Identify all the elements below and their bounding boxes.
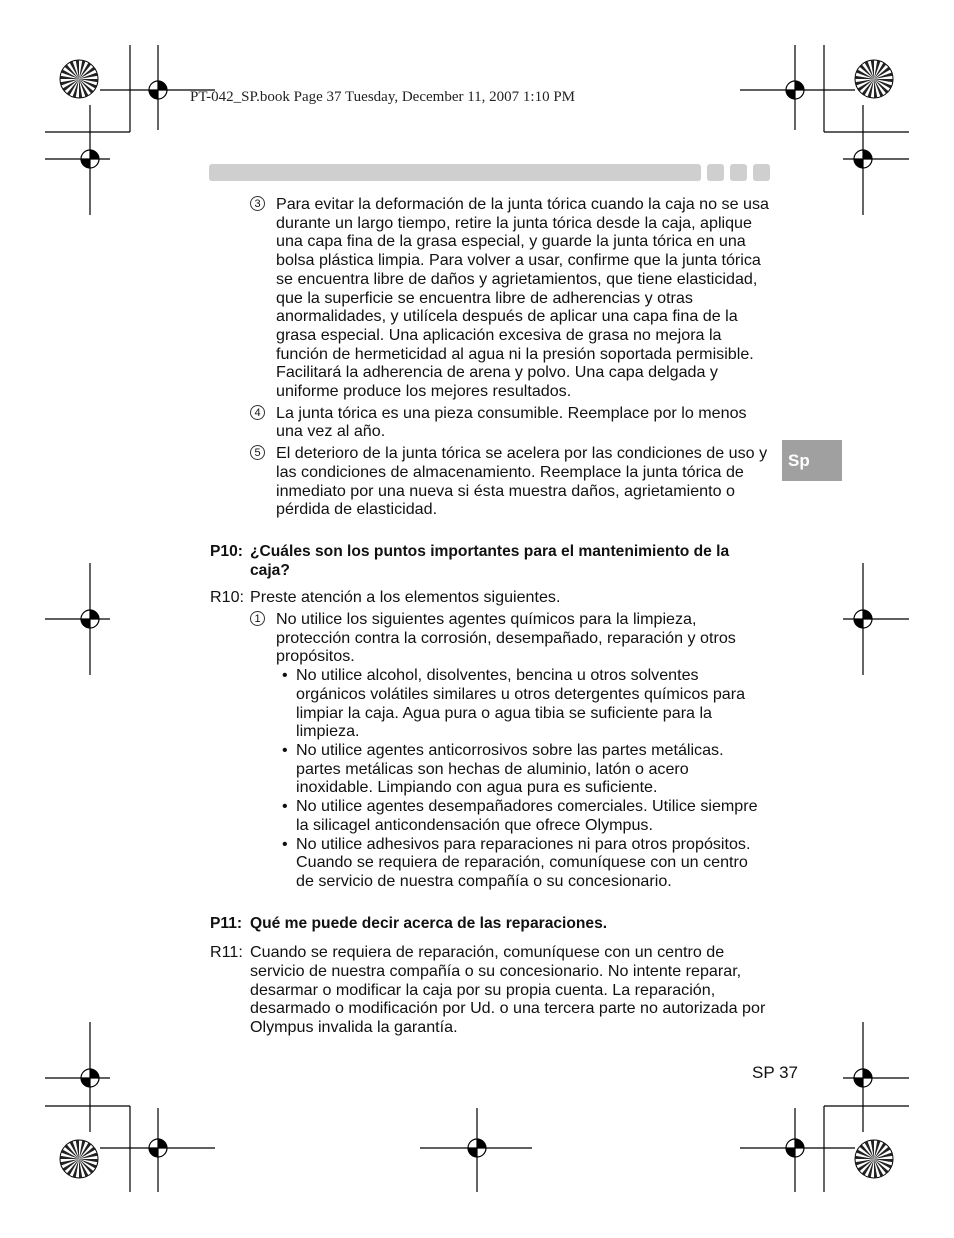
header-square	[753, 164, 770, 181]
bullet-dot: •	[282, 666, 288, 685]
answer-text: Preste atención a los elementos siguientes.	[250, 588, 561, 607]
language-tab: Sp	[782, 440, 842, 481]
question-label: P10:	[210, 542, 243, 560]
page-content	[210, 195, 770, 1037]
bullet-dot: •	[282, 797, 288, 816]
question-text: Qué me puede decir acerca de las reparaciones.	[250, 914, 608, 932]
question-label: P11:	[210, 914, 243, 932]
bullet-item	[210, 835, 770, 891]
bullet-dot: •	[282, 740, 288, 759]
bullet-text: No utilice agentes anticorrosivos sobre las partes metálicas. partes metálicas son hechas de aluminio, latón o acero inoxidable. Limpiando con agua pura es suficiente.	[296, 740, 724, 797]
answer-r11	[210, 943, 770, 1037]
bullet-text: No utilice alcohol, disolventes, bencina u otros solventes orgánicos volátiles similares u otros detergentes químicos para limpiar la caja. Agua pura o agua tibia se suficiente para la limpieza.	[296, 666, 746, 741]
item-text: Para evitar la deformación de la junta tórica cuando la caja no se usa durante un largo tiempo, retire la junta tórica desde la caja, aplique una capa fina de la grasa especial, y guarde la junta tórica en una bolsa plástica limpia. Para volver a usar, confirme que la junta tórica se encuentra libre de daños y agrietamientos, que tiene elasticidad, que la superficie se encuentra libre de adherencias y otras anormalidades, y utilícela después de aplicar una capa fina de la grasa especial. Una aplicación excesiva de grasa no mejora la función de hermeticidad al agua ni la presión soportada permisible. Facilitará la adherencia de arena y polvo. Una capa delgada y uniforme produce los mejores resultados.	[276, 195, 769, 401]
bullet-item	[210, 666, 770, 741]
item-text: El deterioro de la junta tórica se acelera por las condiciones de uso y las condiciones de almacenamiento. Reemplace la junta tórica de inmediato por una nueva si ésta muestra daños, agrietamiento o pérdida de elasticidad.	[276, 444, 768, 519]
list-item	[210, 444, 770, 519]
page-number: SP 37	[752, 1063, 799, 1082]
bullet-text: No utilice adhesivos para reparaciones ni para otros propósitos. Cuando se requiera de reparación, comuníquese con un centro de servicio de nuestra compañía o su concesionario.	[296, 834, 751, 890]
bullet-item	[210, 797, 770, 834]
header-square	[707, 164, 724, 181]
circled-number: 1	[250, 611, 265, 626]
question-text: ¿Cuáles son los puntos importantes para el mantenimiento de la caja?	[250, 542, 730, 579]
list-item	[210, 404, 770, 441]
file-info-header: PT-042_SP.book Page 37 Tuesday, December 11, 2007 1:10 PM	[190, 89, 576, 105]
question-p11	[210, 915, 770, 934]
list-item	[210, 195, 770, 401]
answer-r10	[210, 588, 770, 607]
header-square	[730, 164, 747, 181]
bullet-item	[210, 741, 770, 797]
circled-number: 5	[250, 445, 265, 460]
item-text: La junta tórica es una pieza consumible. Reemplace por lo menos una vez al año.	[276, 403, 747, 441]
bullet-text: No utilice agentes desempañadores comerciales. Utilice siempre la silicagel anticondensación que ofrece Olympus.	[296, 797, 758, 834]
answer-label: R10:	[210, 588, 244, 607]
question-p10	[210, 543, 770, 580]
circled-number: 3	[250, 196, 265, 211]
list-item	[210, 610, 770, 666]
header-bar	[209, 164, 701, 181]
bullet-dot: •	[282, 834, 288, 853]
answer-text: Cuando se requiera de reparación, comuníquese con un centro de servicio de nuestra compañía o su concesionario. No intente reparar, desarmar o modificar la caja por su propia cuenta. La reparación, desarmado o modificación por Ud. o una tercera parte no autorizada por Olympus invalida la garantía.	[250, 943, 766, 1037]
answer-label: R11:	[210, 943, 243, 962]
circled-number: 4	[250, 405, 265, 420]
item-text: No utilice los siguientes agentes químicos para la limpieza, protección contra la corrosión, desempañado, reparación y otros propósitos.	[276, 610, 736, 666]
